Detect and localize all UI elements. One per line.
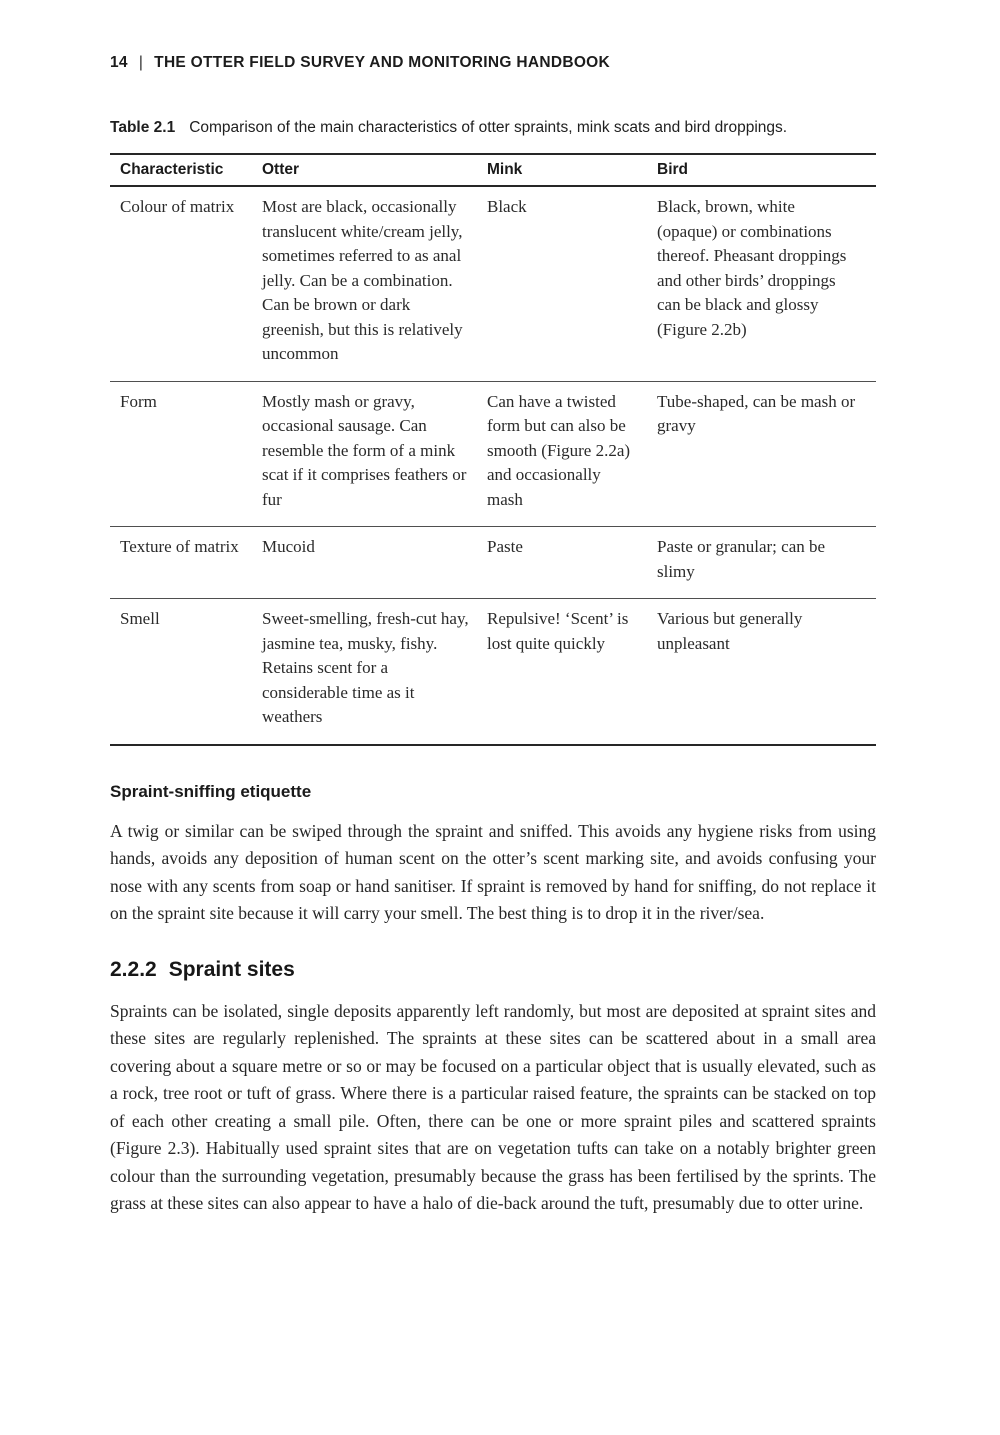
running-head: [110, 54, 876, 72]
section-heading-spraint-sites: [110, 958, 876, 982]
running-head-separator: |: [138, 54, 144, 71]
cell-mink: Paste: [487, 527, 657, 599]
cell-otter: Sweet-smelling, fresh-cut hay, jasmine tea, musky, fishy. Retains scent for a considerable time as it weathers: [262, 599, 487, 745]
cell-mink: Repulsive! ‘Scent’ is lost quite quickly: [487, 599, 657, 745]
table-caption-text: Comparison of the main characteristics of otter spraints, mink scats and bird droppings.: [189, 119, 788, 136]
column-header-characteristic: Characteristic: [110, 154, 262, 186]
table-row: [110, 599, 876, 745]
cell-characteristic: Form: [110, 381, 262, 527]
section-heading-spraint-sniffing-etiquette: Spraint-sniffing etiquette: [110, 781, 312, 801]
cell-characteristic: Texture of matrix: [110, 527, 262, 599]
paragraph-spraint-sites: Spraints can be isolated, single deposits apparently left randomly, but most are deposited at spraint sites and these sites are regularly replenished. The spraints at these sites can be scattered about in a small area covering about a square metre or so or may be focused on a particular object that is usually elevated, such as a rock, tree root or tuft of grass. Where there is a particular raised feature, the spraints can be stacked on top of each other creating a small pile. Often, there can be one or more spraint piles and scattered spraints (Figure 2.3). Habitually used spraint sites that are on vegetation tufts can take on a notably brighter green colour than the surrounding vegetation, presumably because the grass has been fertilised by the sprints. The grass at these sites can also appear to have a halo of die-back around the tuft, presumably due to otter urine.: [110, 1000, 876, 1213]
running-head-title: THE OTTER FIELD SURVEY AND MONITORING HANDBOOK: [154, 54, 611, 71]
table-row: [110, 381, 876, 527]
page-content: [110, 0, 876, 1218]
paragraph-spraint-sniffing: A twig or similar can be swiped through the spraint and sniffed. This avoids any hygiene risks from using hands, avoids any deposition of human scent on the otter’s scent marking site, and avoids confusing your nose with any scents from soap or hand sanitiser. If spraint is removed by hand for sniffing, do not replace it on the spraint site because it will carry your smell. The best thing is to drop it in the river/sea.: [110, 820, 876, 923]
cell-mink: Black: [487, 197, 527, 216]
cell-bird: Tube-shaped, can be mash or gravy: [657, 381, 876, 527]
cell-otter: Mostly mash or gravy, occasional sausage. Can resemble the form of a mink scat if it comprises feathers or fur: [262, 381, 487, 527]
cell-characteristic: Smell: [110, 599, 262, 745]
cell-mink: Can have a twisted form but can also be smooth (Figure 2.2a) and occasionally mash: [487, 381, 657, 527]
cell-otter: Mucoid: [262, 527, 487, 599]
cell-bird: Paste or granular; can be slimy: [657, 527, 876, 599]
cell-bird: Black, brown, white (opaque) or combinations thereof. Pheasant droppings and other birds’ droppings can be black and glossy (Figure 2.2b): [657, 197, 847, 339]
column-header-otter: Otter: [262, 154, 487, 186]
table-row: [110, 527, 876, 599]
column-header-mink: Mink: [487, 154, 657, 186]
section-title: Spraint sites: [168, 957, 295, 981]
table-caption-label: Table 2.1: [110, 119, 176, 136]
comparison-table: [110, 153, 876, 746]
cell-bird: Various but generally unpleasant: [657, 599, 876, 745]
table-caption: [110, 116, 876, 139]
cell-otter: Most are black, occasionally translucent white/cream jelly, sometimes referred to as anal jelly. Can be a combination. Can be brown or dark greenish, but this is relatively uncommon: [262, 197, 463, 363]
column-header-bird: Bird: [657, 154, 876, 186]
page-number: 14: [110, 54, 128, 71]
table-header-row: [110, 154, 876, 186]
cell-characteristic: Colour of matrix: [120, 197, 235, 216]
section-number: 2.2.2: [110, 957, 157, 981]
table-row: [110, 186, 876, 381]
